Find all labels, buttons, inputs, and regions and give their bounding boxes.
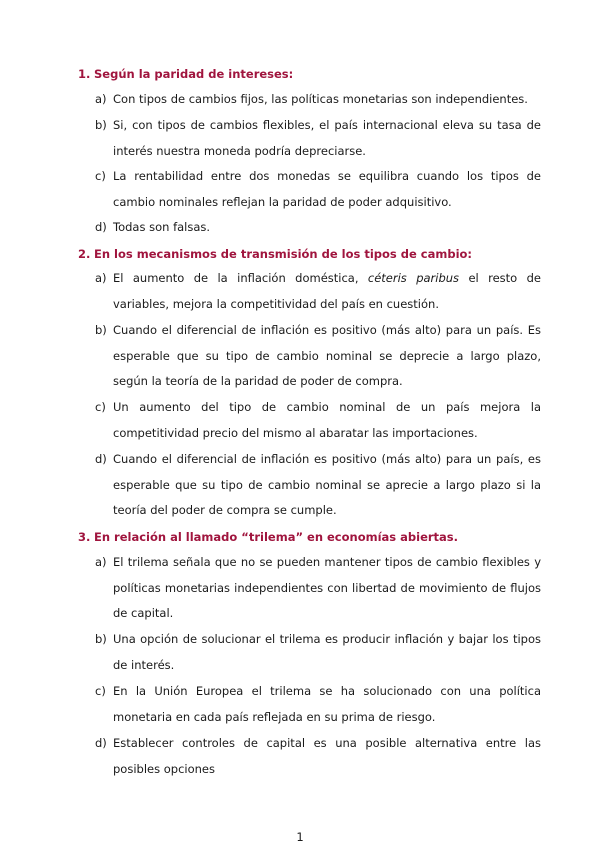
option-text: el resto de variables, mejora la competitividad del país en cuestión. (113, 271, 541, 311)
question-number: 2. (78, 247, 91, 261)
option-text: Con tipos de cambios fijos, las políticas monetarias son independientes. (113, 92, 528, 106)
option-letter: c) (95, 684, 106, 698)
option-text: Todas son falsas. (113, 220, 211, 234)
option-text: En la Unión Europea el trilema se ha solucionado con una política monetaria en cada país reflejada en su prima de riesgo. (113, 684, 541, 724)
option-letter: b) (95, 118, 107, 132)
question-1-heading (78, 66, 548, 82)
question-2-option-b (95, 318, 541, 395)
option-letter: d) (95, 736, 107, 750)
option-text: Cuando el diferencial de inflación es positivo (más alto) para un país, es esperable que su tipo de cambio nominal se aprecie a largo plazo si la teoría del poder de compra se cumple. (113, 452, 541, 518)
question-number: 3. (78, 530, 91, 544)
question-2-option-a (95, 266, 541, 317)
question-3-option-a (95, 550, 541, 627)
option-letter: d) (95, 220, 107, 234)
option-text: Si, con tipos de cambios flexibles, el país internacional eleva su tasa de interés nuestra moneda podría depreciarse. (113, 118, 541, 158)
question-2-heading (78, 246, 548, 262)
question-1-option-b (95, 113, 541, 164)
page-number: 1 (296, 830, 304, 844)
option-letter: a) (95, 271, 107, 285)
option-letter: b) (95, 323, 107, 337)
question-3-option-b (95, 627, 541, 678)
question-title: En los mecanismos de transmisión de los tipos de cambio: (94, 247, 473, 261)
option-letter: b) (95, 632, 107, 646)
question-title: Según la paridad de intereses: (94, 67, 294, 81)
question-1-option-c (95, 164, 541, 215)
option-letter: d) (95, 452, 107, 466)
option-letter: a) (95, 92, 107, 106)
option-text: Establecer controles de capital es una posible alternativa entre las posibles opciones (113, 736, 541, 776)
option-letter: c) (95, 400, 106, 414)
question-1-option-a (95, 87, 541, 113)
option-italic-text: céteris paribus (367, 271, 460, 285)
option-letter: c) (95, 169, 106, 183)
question-number: 1. (78, 67, 91, 81)
question-2-option-c (95, 395, 541, 446)
option-text: Una opción de solucionar el trilema es producir inflación y bajar los tipos de interés. (113, 632, 541, 672)
option-text: El trilema señala que no se pueden mantener tipos de cambio flexibles y políticas monetarias independientes con libertad de movimiento de flujos de capital. (113, 555, 541, 621)
question-title: En relación al llamado “trilema” en economías abiertas. (94, 530, 459, 544)
question-3-option-c (95, 679, 541, 730)
option-text: El aumento de la inflación doméstica, (113, 271, 368, 285)
option-text: Cuando el diferencial de inflación es positivo (más alto) para un país. Es esperable que su tipo de cambio nominal se deprecie a largo plazo, según la teoría de la paridad de poder de compra. (113, 323, 541, 389)
option-text: Un aumento del tipo de cambio nominal de un país mejora la competitividad precio del mismo al abaratar las importaciones. (113, 400, 541, 440)
option-text: La rentabilidad entre dos monedas se equilibra cuando los tipos de cambio nominales reflejan la paridad de poder adquisitivo. (113, 169, 541, 209)
question-2-option-d (95, 447, 541, 524)
question-3-option-d (95, 731, 541, 782)
question-3-heading (78, 529, 548, 545)
option-letter: a) (95, 555, 107, 569)
question-1-option-d (95, 215, 541, 241)
